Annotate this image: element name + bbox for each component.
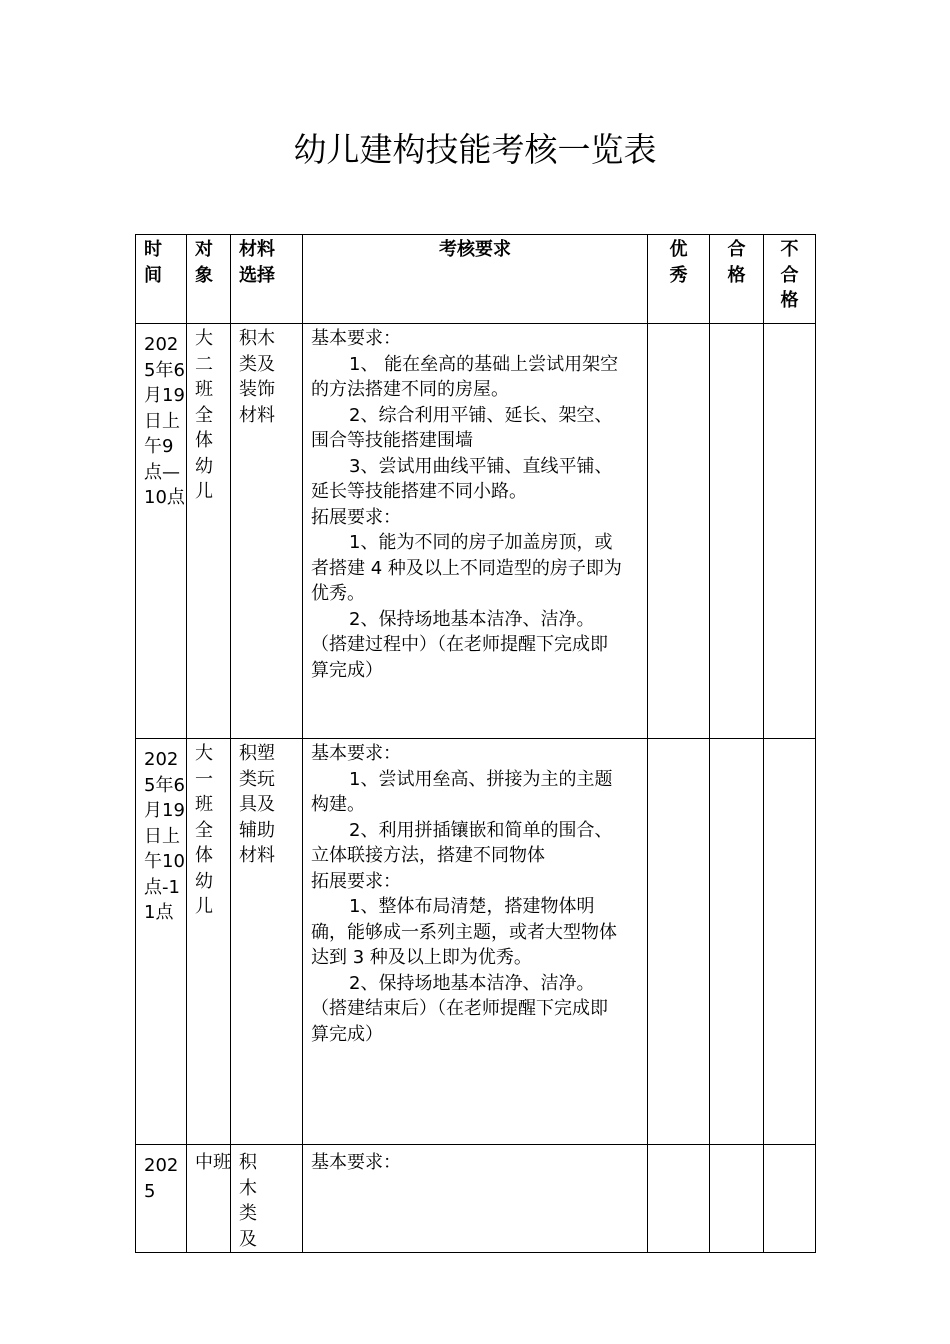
req-line: 2、利用拼插镶嵌和简单的围合、 — [349, 819, 613, 841]
material-cell: 积塑类玩具及辅助材料 — [231, 739, 303, 1145]
req-line: 确，能够成一系列主题，或者大型物体 — [311, 921, 617, 943]
excellent-cell — [648, 324, 710, 739]
req-line: 算完成） — [311, 1023, 383, 1045]
req-line: 达到 3 种及以上即为优秀。 — [311, 947, 532, 968]
assessment-table — [135, 234, 816, 1253]
req-line: 1、整体布局清楚，搭建物体明 — [349, 896, 595, 917]
table-row — [136, 1145, 816, 1253]
req-line: 1、能为不同的房子加盖房顶，或 — [349, 532, 613, 553]
header-fail: 不合格 — [764, 235, 816, 324]
requirement-cell — [303, 324, 648, 739]
table-row — [136, 324, 816, 739]
table-row — [136, 739, 816, 1145]
target-cell: 中班 — [187, 1145, 231, 1253]
req-line: （搭建结束后）（在老师提醒下完成即 — [311, 998, 608, 1019]
req-line: 算完成） — [311, 659, 383, 681]
req-line: 优秀。 — [311, 583, 365, 604]
fail-cell — [764, 324, 816, 739]
target-cell: 大一班全体幼儿 — [187, 739, 231, 1145]
header-time: 时间 — [136, 235, 187, 324]
time-cell: 2025年6月19日上午10点-11点 — [136, 739, 187, 1145]
pass-cell — [710, 1145, 764, 1253]
header-material: 材料选择 — [231, 235, 303, 324]
req-line: 者搭建 4 种及以上不同造型的房子即为 — [311, 557, 622, 579]
req-line: 1、 能在垒高的基础上尝试用架空 — [349, 353, 619, 375]
pass-cell — [710, 324, 764, 739]
req-line: 围合等技能搭建围墙 — [311, 430, 473, 451]
excellent-cell — [648, 739, 710, 1145]
req-line: 3、尝试用曲线平铺、直线平铺、 — [349, 455, 613, 477]
target-cell: 大二班全体幼儿 — [187, 324, 231, 739]
header-excellent: 优秀 — [648, 235, 710, 324]
req-line: 基本要求： — [311, 1152, 401, 1173]
req-line: 2、综合利用平铺、延长、架空、 — [349, 404, 613, 426]
excellent-cell — [648, 1145, 710, 1253]
req-line: 立体联接方法，搭建不同物体 — [311, 845, 545, 866]
req-line: 1、尝试用垒高、拼接为主的主题 — [349, 768, 613, 790]
pass-cell — [710, 739, 764, 1145]
header-target: 对象 — [187, 235, 231, 324]
fail-cell — [764, 1145, 816, 1253]
header-pass: 合格 — [710, 235, 764, 324]
req-line: 拓展要求： — [311, 506, 401, 528]
time-cell: 2025年6月19日上午9点—10点 — [136, 324, 187, 739]
header-row — [136, 235, 816, 324]
req-line: 2、保持场地基本洁净、洁净。 — [349, 608, 595, 630]
material-cell: 积木 类及 — [231, 1145, 303, 1253]
req-line: （搭建过程中）（在老师提醒下完成即 — [311, 634, 608, 655]
requirement-cell — [303, 739, 648, 1145]
req-line: 基本要求： — [311, 743, 401, 764]
req-line: 基本要求： — [311, 328, 401, 349]
req-line: 2、保持场地基本洁净、洁净。 — [349, 972, 595, 994]
req-line: 延长等技能搭建不同小路。 — [311, 481, 527, 502]
fail-cell — [764, 739, 816, 1145]
req-line: 的方法搭建不同的房屋。 — [311, 379, 509, 400]
header-requirement: 考核要求 — [303, 235, 648, 324]
page-title: 幼儿建构技能考核一览表 — [293, 130, 657, 169]
req-line: 拓展要求： — [311, 870, 401, 892]
time-cell: 2025 — [136, 1145, 187, 1253]
requirement-cell — [303, 1145, 648, 1253]
req-line: 构建。 — [311, 794, 365, 815]
material-cell: 积木类及装饰材料 — [231, 324, 303, 739]
